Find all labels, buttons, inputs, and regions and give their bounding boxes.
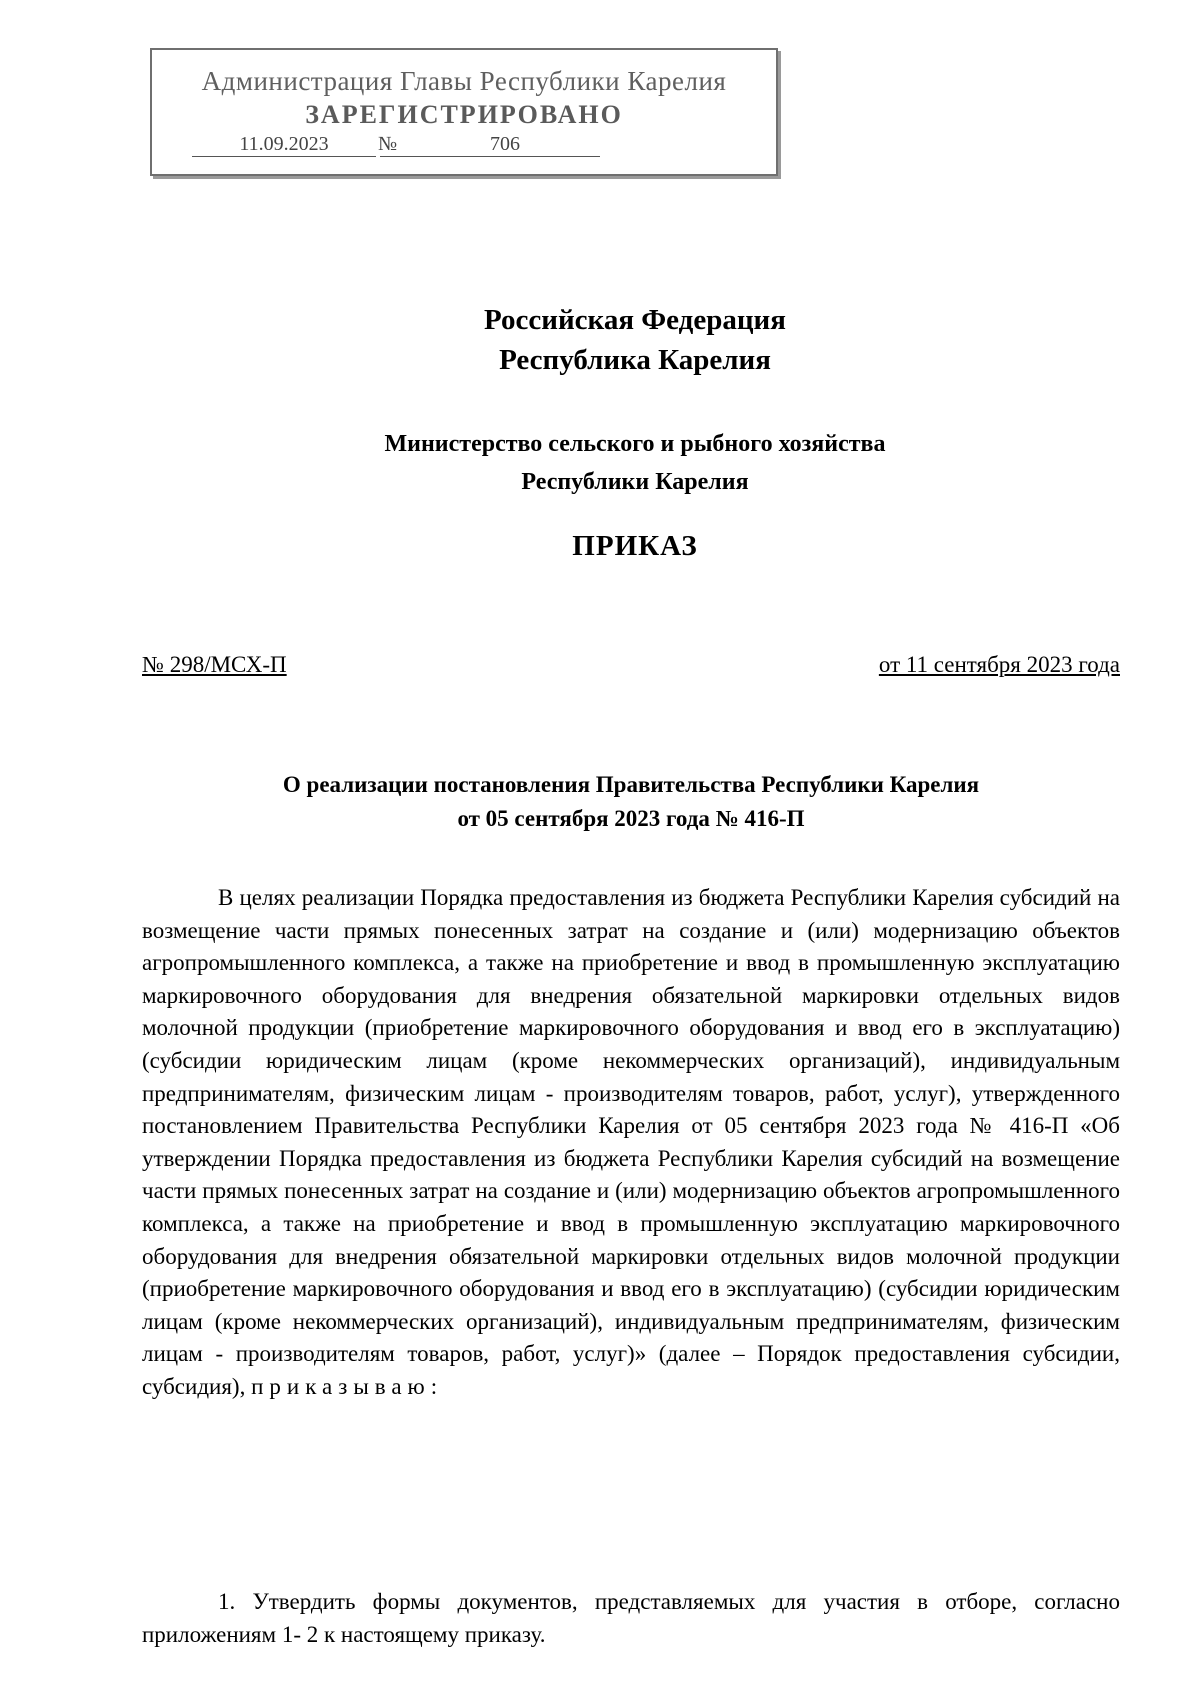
stamp-date: 11.09.2023: [192, 132, 376, 157]
heading-ministry-line2: Республики Карелия: [521, 469, 749, 495]
order-number: № 298/МСХ-П: [142, 652, 287, 677]
stamp-status: ЗАРЕГИСТРИРОВАНО: [305, 100, 623, 129]
subject-line2: от 05 сентября 2023 года № 416-П: [457, 806, 805, 831]
registration-stamp: [150, 48, 778, 176]
subject-line1: О реализации постановления Правительства Республики Карелия: [282, 772, 980, 797]
stamp-organization: Администрация Главы Республики Карелия: [201, 66, 727, 96]
heading-ministry-line1: Министерство сельского и рыбного хозяйства: [384, 431, 886, 457]
order-subject: [142, 768, 1120, 836]
heading-country-block: [0, 300, 1200, 380]
body-paragraph-1-text: В целях реализации Порядка предоставления из бюджета Республики Карелия субсидий на возмещение части прямых понесенных затрат на создание и (или) модернизацию объектов агропромышленного комплекса, а также на приобретение и ввод в промышленную эксплуатацию маркировочного оборудования для внедрения обязательной маркировки отдельных видов молочной продукции (приобретение маркировочного оборудования и ввод его в эксплуатацию) (субсидии юридическим лицам (кроме некоммерческих организаций), индивидуальным предпринимателям, физическим лицам - производителям товаров, работ, услуг), утвержденного постановлением Правительства Республики Карелия от 05 сентября 2023 года № 416-П «Об утверждении Порядка предоставления из бюджета Республики Карелия субсидий на возмещение части прямых понесенных затрат на создание и (или) модернизацию объектов агропромышленного комплекса, а также на приобретение и ввод в промышленную эксплуатацию маркировочного оборудования для внедрения обязательной маркировки отдельных видов молочной продукции (приобретение маркировочного оборудования и ввод его в эксплуатацию) (субсидии юридическим лицам (кроме некоммерческих организаций), индивидуальным предпринимателям, физическим лицам - производителям товаров, работ, услуг)» (далее – Порядок предоставления субсидии, субсидия),: [142, 885, 1120, 1399]
order-date: от 11 сентября 2023 года: [878, 652, 1120, 677]
body-paragraph-2: 1. Утвердить формы документов, представляемых для участия в отборе, согласно приложениям 1- 2 к настоящему приказу.: [142, 1589, 1120, 1647]
order-colon: :: [430, 1373, 438, 1399]
order-word: приказываю: [251, 1373, 431, 1399]
heading-region: Республика Карелия: [499, 344, 771, 376]
document-type-title: ПРИКАЗ: [572, 530, 698, 562]
heading-ministry-block: [0, 425, 1200, 501]
heading-country: Российская Федерация: [484, 304, 786, 336]
body-paragraph-1: [142, 882, 1120, 1404]
stamp-number-label: №: [378, 133, 398, 155]
stamp-number: 706: [380, 132, 600, 157]
